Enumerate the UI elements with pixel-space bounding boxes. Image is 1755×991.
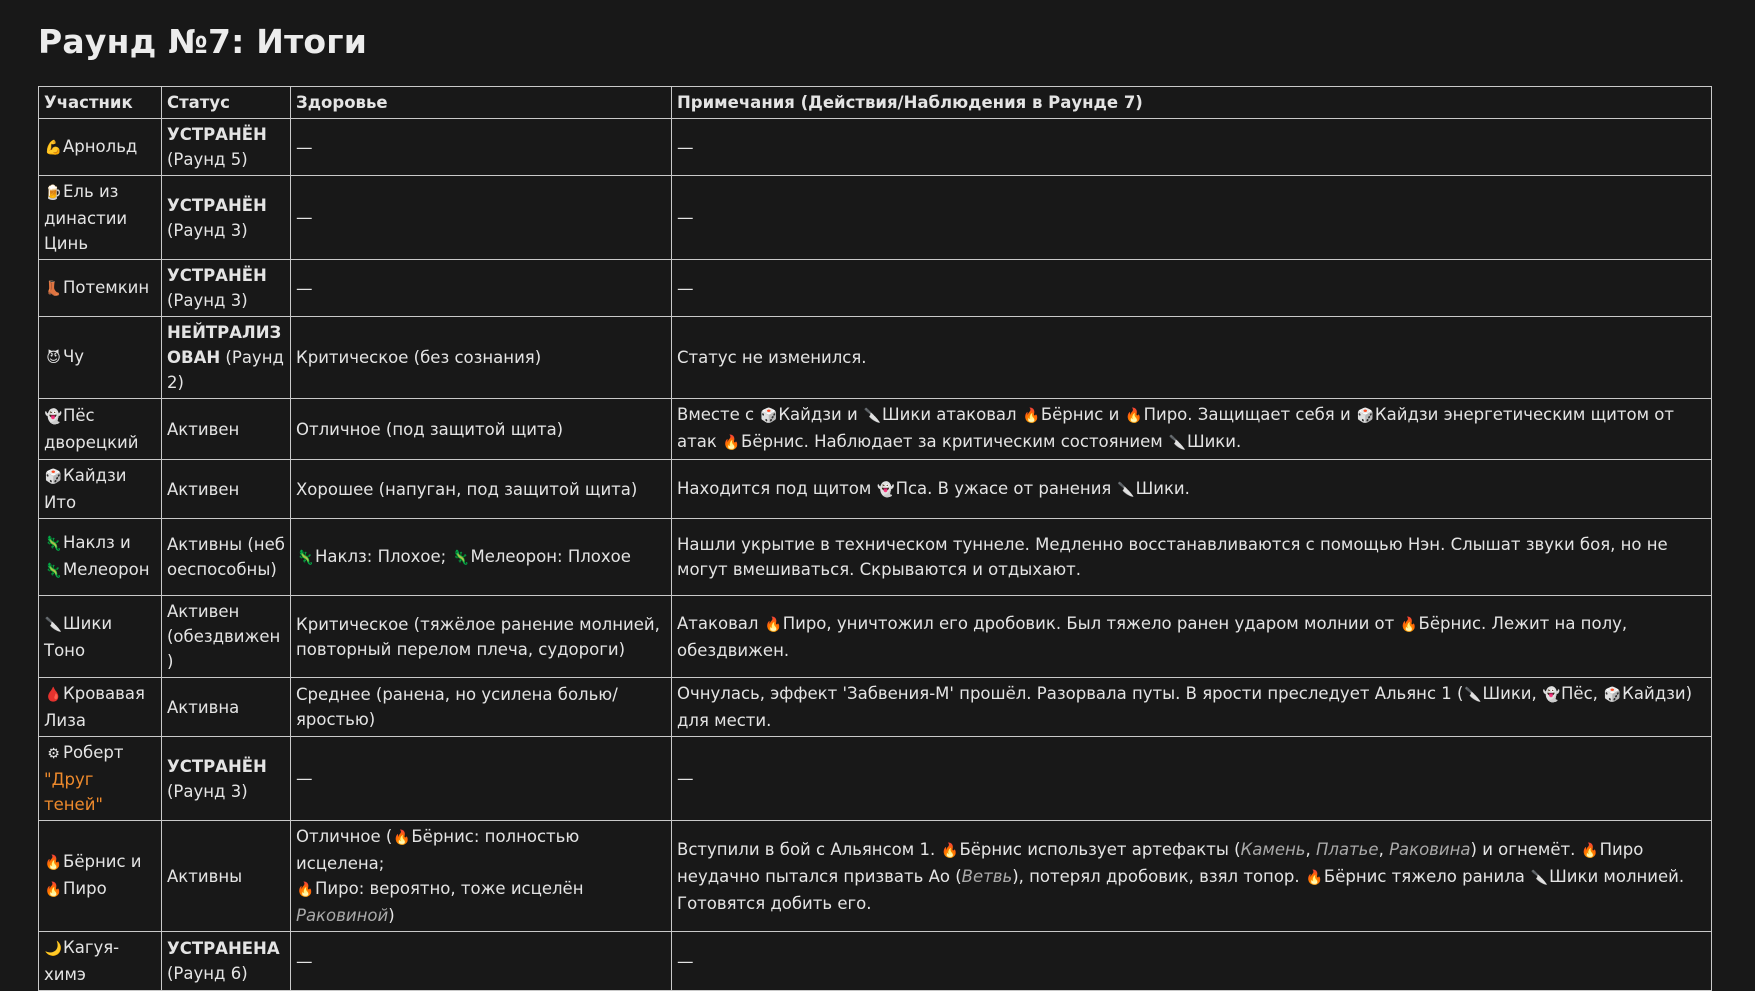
table-row [39, 821, 1712, 932]
participant-name: Шики Тоно [44, 613, 113, 660]
status-cell [162, 176, 291, 260]
knife-icon: 🔪 [1117, 481, 1135, 498]
fire-icon: 🔥 [1022, 408, 1041, 424]
dice-icon: 🎲 [760, 408, 778, 424]
note-text: Пёс, [1561, 684, 1604, 703]
artifact-name: Платье [1316, 839, 1379, 859]
status-round: (Раунд 3) [167, 291, 248, 310]
participant-name: Наклз и [63, 533, 131, 552]
health-cell: — [291, 737, 672, 821]
participant-name: Пёс дворецкий [44, 406, 139, 452]
participant-name: Арнольд [63, 136, 138, 156]
participant-cell [39, 678, 162, 737]
table-row [39, 176, 1712, 260]
note-text: ), потерял дробовик, взял топор. [1012, 866, 1305, 886]
dice-icon: 🎲 [44, 469, 63, 485]
notes-cell [672, 821, 1712, 932]
participant-name: Пиро [63, 879, 107, 898]
table-row [39, 932, 1712, 991]
note-text: Кайдзи) для мести. [677, 684, 1693, 730]
fire-icon: 🔥 [1400, 616, 1418, 633]
participant-name: Чу [63, 347, 85, 366]
blood-drop-icon: 🩸 [44, 687, 63, 703]
status-cell: Активен (обездвижен) [162, 596, 291, 678]
dice-icon: 🎲 [1603, 687, 1622, 703]
health-cell: Среднее (ранена, но усилена болью/ яростью) [291, 678, 672, 737]
fire-icon: 🔥 [44, 882, 63, 898]
status-cell [162, 260, 291, 317]
note-text: Бёрнис. Лежит на полу, обездвижен. [677, 613, 1628, 660]
ghost-icon: 👻 [1542, 687, 1561, 703]
note-text: Шики, [1482, 684, 1543, 703]
artifact-name: Камень [1240, 839, 1306, 859]
note-text: Шики. [1186, 432, 1242, 451]
table-row [39, 678, 1712, 737]
note-text: Пса. В ужасе от ранения [895, 478, 1117, 498]
health-cell: — [291, 176, 672, 260]
note-text: Очнулась, эффект 'Забвения-М' прошёл. Разорвала путы. В ярости преследует Альянс 1 ( [677, 684, 1464, 703]
health-cell: Критическое (тяжёлое ранение молнией, повторный перелом плеча, судороги) [291, 596, 672, 678]
status-cell [162, 317, 291, 399]
participant-name: Потемкин [63, 277, 150, 297]
status-round: (Раунд 3) [167, 781, 248, 801]
status-cell [162, 119, 291, 176]
health-cell [291, 519, 672, 596]
health-text: Мелеорон: Плохое [470, 546, 631, 566]
gear-icon: ⚙ [47, 746, 60, 762]
note-text: Кайдзи и [778, 405, 863, 424]
health-text: Бёрнис: полностью исцелена; [296, 827, 580, 873]
note-text: Атаковал [677, 613, 764, 633]
participant-cell [39, 260, 162, 317]
participant-name: Кайдзи Ито [44, 466, 127, 512]
notes-cell: — [672, 737, 1712, 821]
note-text: Шики. [1135, 478, 1190, 498]
participant-cell [39, 737, 162, 821]
fire-icon: 🔥 [1125, 408, 1143, 424]
participant-name: Ель из династии Цинь [44, 182, 128, 253]
health-cell [291, 821, 672, 932]
health-cell: Отличное (под защитой щита) [291, 399, 672, 460]
participant-cell [39, 596, 162, 678]
dice-icon: 🎲 [1356, 408, 1375, 424]
health-text: Наклз: Плохое; [315, 546, 452, 566]
participant-cell [39, 399, 162, 460]
header-participant: Участник [39, 87, 162, 119]
notes-cell [672, 399, 1712, 460]
status-label: УСТРАНЕНА [167, 939, 280, 958]
health-cell: — [291, 932, 672, 991]
health-cell: Хорошее (напуган, под защитой щита) [291, 460, 672, 519]
participant-name: Кагуя-химэ [44, 938, 120, 984]
status-cell: Активны (небоеспособны) [162, 519, 291, 596]
note-text: Бёрнис тяжело ранила [1323, 866, 1531, 886]
note-text: Пиро неудачно пытался призвать Ао ( [677, 839, 1644, 886]
health-cell: — [291, 260, 672, 317]
table-row [39, 519, 1712, 596]
participant-name: Роберт [63, 743, 124, 762]
beer-mug-icon: 🍺 [44, 185, 63, 201]
notes-cell: — [672, 932, 1712, 991]
knife-icon: 🔪 [1464, 687, 1482, 703]
notes-cell: — [672, 176, 1712, 260]
lizard-icon: 🦎 [296, 549, 315, 566]
artifact-name: Раковиной [296, 906, 389, 925]
note-text: Шики атаковал [882, 405, 1022, 424]
status-cell: Активен [162, 399, 291, 460]
notes-cell [672, 596, 1712, 678]
participant-name: Бёрнис и [63, 852, 142, 871]
artifact-name: Ветвь [961, 866, 1013, 886]
participant-cell [39, 176, 162, 260]
table-row [39, 596, 1712, 678]
status-label: НЕЙТРАЛИЗОВАН [167, 323, 282, 367]
crescent-moon-icon: 🌙 [44, 941, 63, 957]
results-table [38, 86, 1712, 991]
status-round: (Раунд 2) [167, 348, 284, 392]
note-text: Пиро, уничтожил его дробовик. Был тяжело ранен ударом молнии от [782, 613, 1400, 633]
fire-icon: 🔥 [1581, 842, 1599, 859]
participant-cell [39, 460, 162, 519]
table-row [39, 260, 1712, 317]
table-row [39, 119, 1712, 176]
knife-icon: 🔪 [1168, 435, 1187, 451]
notes-cell [672, 678, 1712, 737]
note-text: Бёрнис использует артефакты ( [959, 839, 1241, 859]
health-cell: — [291, 119, 672, 176]
page-title: Раунд №7: Итоги [38, 22, 368, 61]
note-text: Бёрнис и [1040, 405, 1125, 424]
flexed-arm-icon: 💪 [44, 139, 63, 156]
participant-cell [39, 932, 162, 991]
header-status: Статус [162, 87, 291, 119]
participant-cell [39, 519, 162, 596]
participant-alias: "Друг теней" [44, 770, 104, 814]
status-cell: Активна [162, 678, 291, 737]
note-text: Пиро. Защищает себя и [1143, 405, 1356, 424]
note-text: Бёрнис. Наблюдает за критическим состоянием [741, 432, 1168, 451]
participant-name: Мелеорон [63, 560, 150, 579]
health-text: Отличное ( [296, 827, 393, 846]
note-text: , [1305, 839, 1316, 859]
participant-cell [39, 317, 162, 399]
status-label: УСТРАНЁН [167, 195, 267, 215]
knife-icon: 🔪 [44, 616, 63, 633]
note-text: Вступили в бой с Альянсом 1. [677, 839, 941, 859]
notes-cell [672, 460, 1712, 519]
lizard-icon: 🦎 [44, 563, 63, 579]
notes-cell: Статус не изменился. [672, 317, 1712, 399]
boot-icon: 👢 [44, 280, 63, 297]
artifact-name: Раковина [1389, 839, 1471, 859]
table-row [39, 399, 1712, 460]
note-text: Шики молнией. Готовятся добить его. [677, 866, 1685, 913]
table-row [39, 460, 1712, 519]
knife-icon: 🔪 [863, 408, 882, 424]
knife-icon: 🔪 [1530, 869, 1549, 886]
fire-icon: 🔥 [722, 435, 741, 451]
notes-cell: Нашли укрытие в техническом туннеле. Медленно восстанавливаются с помощью Нэн. Слышат звуки боя, но не могут вмешиваться. Скрываются и отдыхают. [672, 519, 1712, 596]
note-text: ) и огнемёт. [1470, 839, 1581, 859]
participant-cell [39, 821, 162, 932]
ghost-icon: 👻 [877, 481, 895, 498]
status-cell: Активен [162, 460, 291, 519]
status-round: (Раунд 3) [167, 220, 248, 240]
fire-icon: 🔥 [1305, 869, 1324, 886]
table-row [39, 317, 1712, 399]
health-cell: Критическое (без сознания) [291, 317, 672, 399]
status-round: (Раунд 5) [167, 150, 248, 169]
participant-name: Кровавая Лиза [44, 684, 145, 730]
note-text: , [1378, 839, 1390, 859]
fire-icon: 🔥 [764, 616, 782, 633]
notes-cell: — [672, 119, 1712, 176]
participant-cell [39, 119, 162, 176]
health-text: ) [388, 906, 395, 925]
note-text: Кайдзи энергетическим щитом от атак [677, 405, 1674, 451]
status-label: УСТРАНЁН [167, 756, 267, 776]
note-text: Вместе с [677, 405, 760, 424]
fire-icon: 🔥 [941, 842, 959, 859]
notes-cell: — [672, 260, 1712, 317]
devil-face-icon: 😈 [46, 350, 61, 366]
health-text: Пиро: вероятно, тоже исцелён [315, 879, 584, 898]
lizard-icon: 🦎 [452, 549, 470, 566]
lizard-icon: 🦎 [44, 536, 63, 552]
status-label: УСТРАНЁН [167, 266, 267, 285]
status-round: (Раунд 6) [167, 964, 248, 983]
ghost-icon: 👻 [44, 409, 63, 425]
fire-icon: 🔥 [393, 830, 411, 846]
table-header-row [39, 87, 1712, 119]
status-cell [162, 737, 291, 821]
table-row [39, 737, 1712, 821]
note-text: Находится под щитом [677, 478, 877, 498]
status-cell: Активны [162, 821, 291, 932]
status-label: УСТРАНЁН [167, 125, 267, 144]
fire-icon: 🔥 [296, 882, 315, 898]
fire-icon: 🔥 [44, 855, 63, 871]
header-notes: Примечания (Действия/Наблюдения в Раунде 7) [672, 87, 1712, 119]
header-health: Здоровье [291, 87, 672, 119]
status-cell [162, 932, 291, 991]
